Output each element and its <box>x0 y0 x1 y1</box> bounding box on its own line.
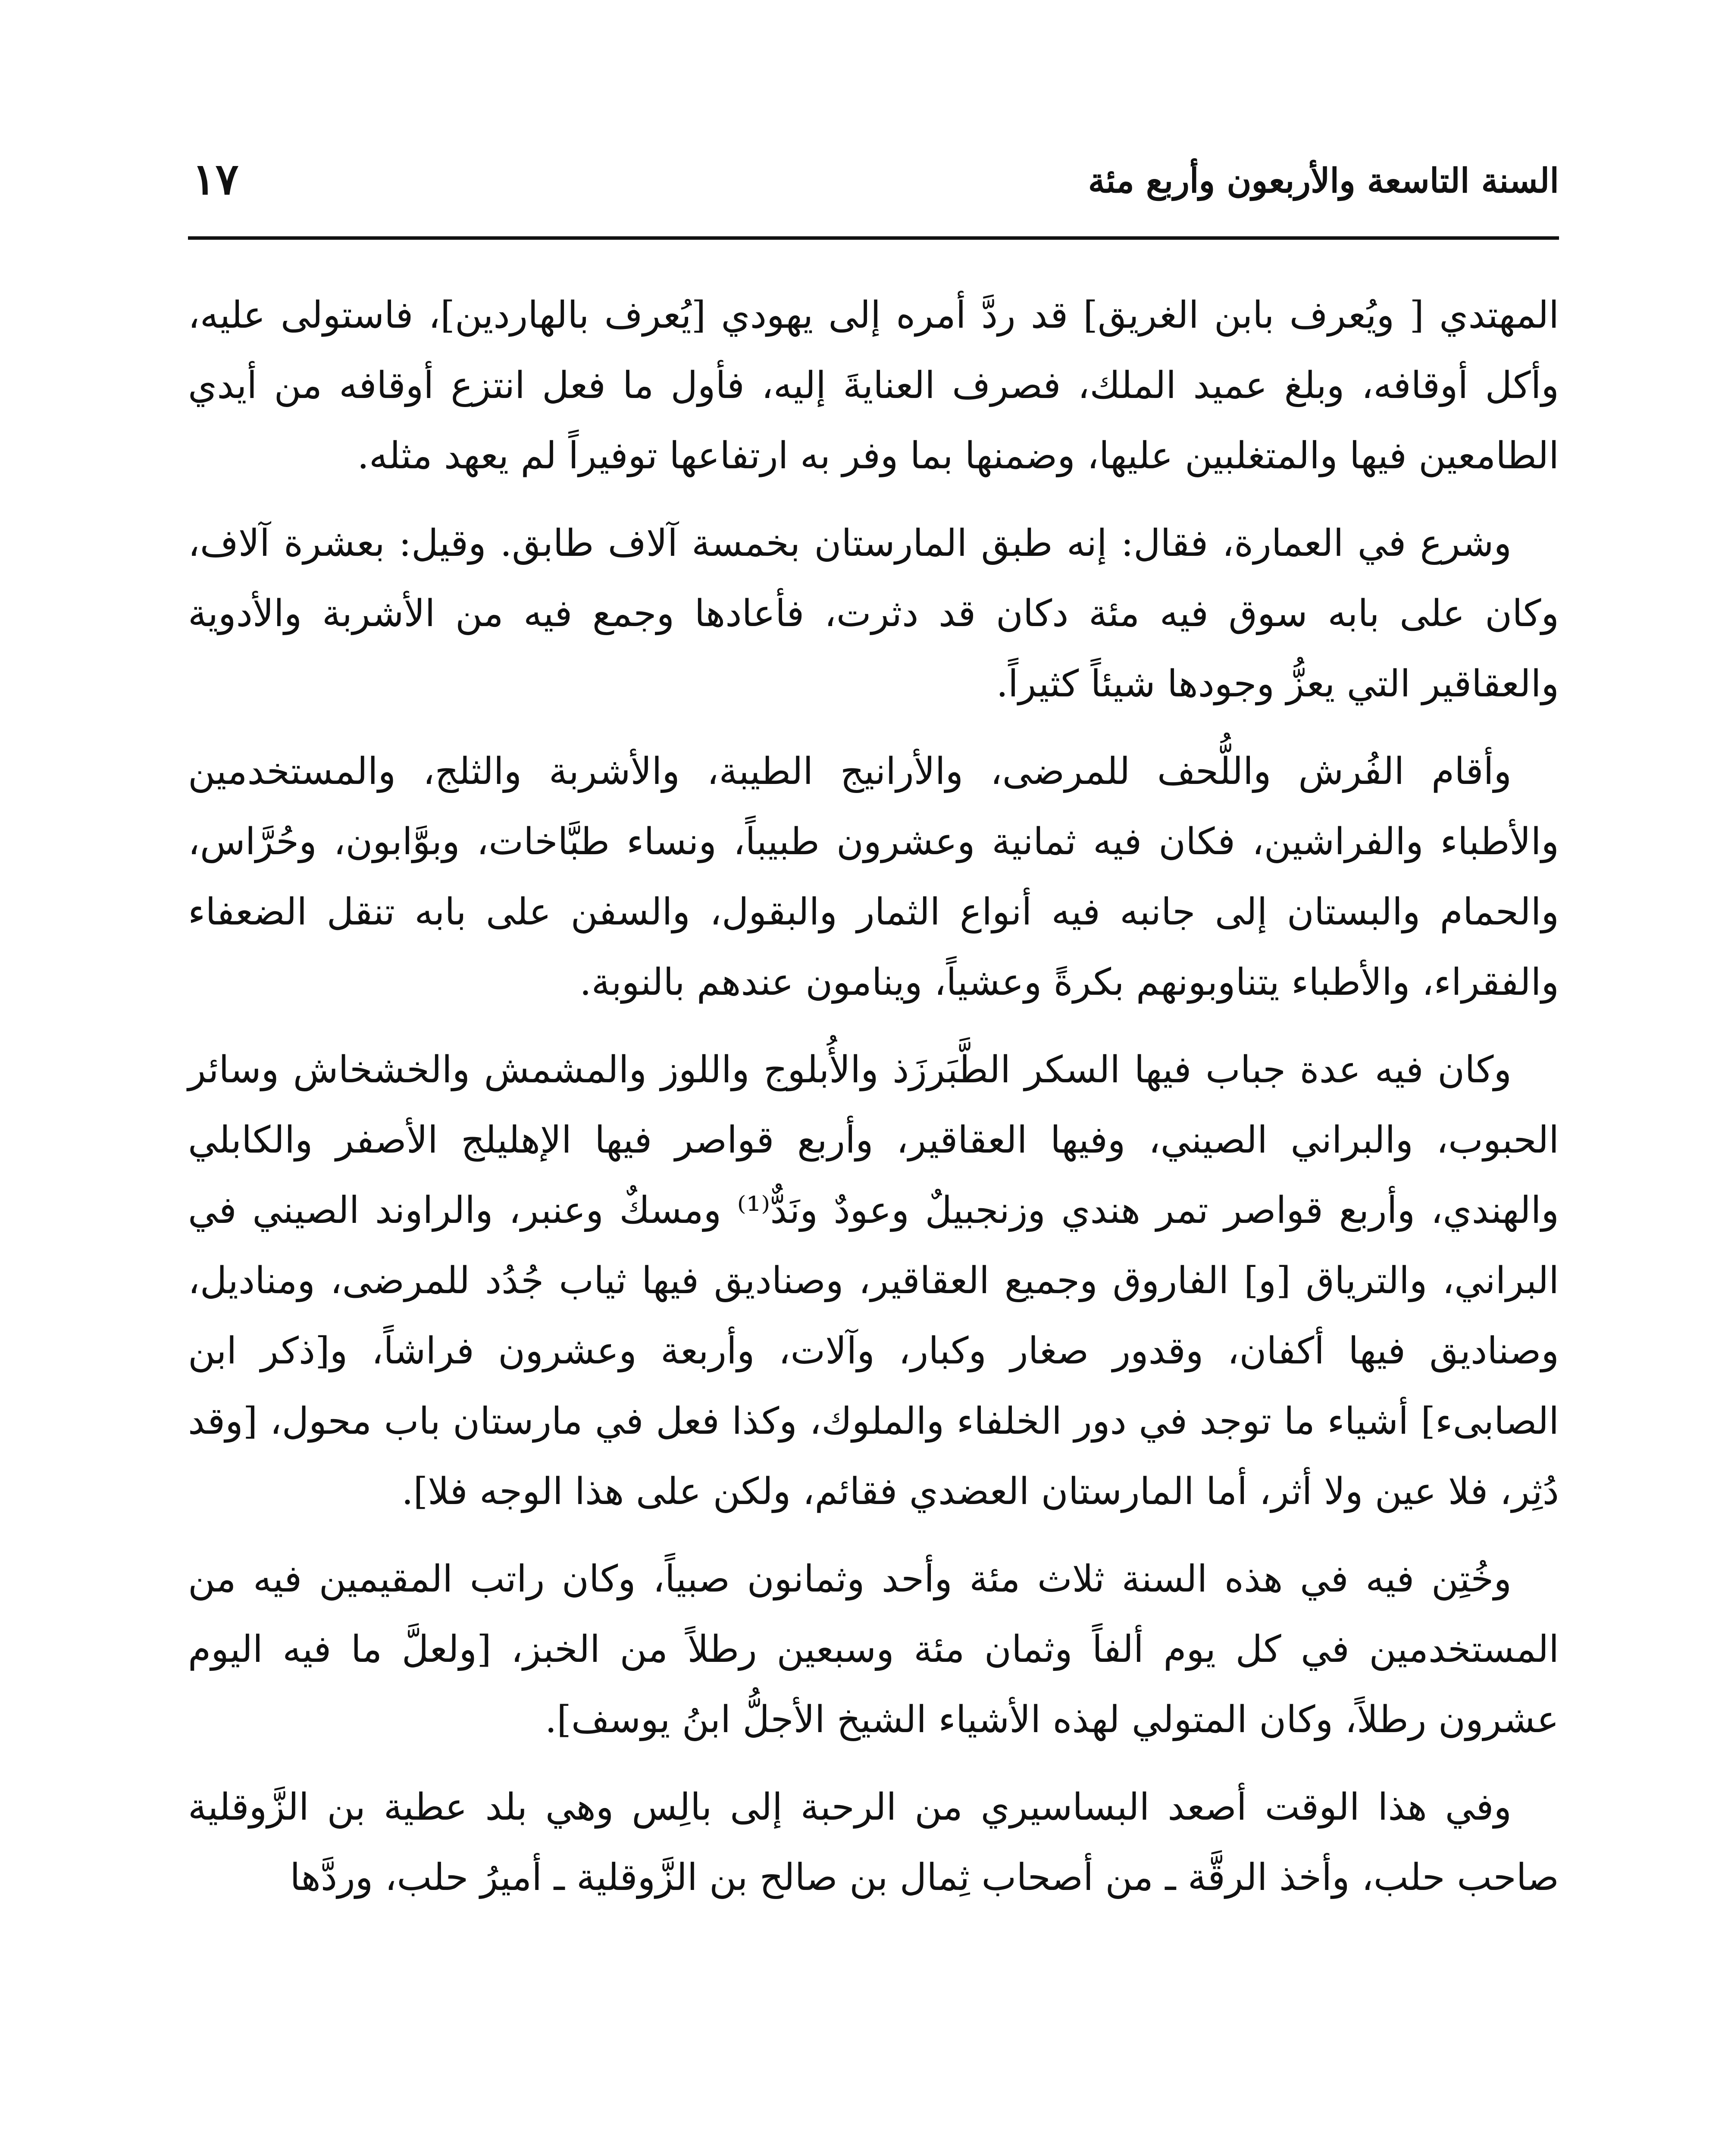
page-number: ١٧ <box>192 154 239 204</box>
header-rule <box>188 236 1559 240</box>
body-text <box>188 280 1559 1930</box>
paragraph-6: وفي هذا الوقت أصعد البساسيري من الرحبة إلى بالِس وهي بلد عطية بن الزَّوقلية صاحب حلب، وأخذ الرقَّة ـ من أصحاب ثِمال بن صالح بن الزَّوقلية ـ أميرُ حلب، وردَّها <box>188 1786 1559 1899</box>
paragraph-2: وشرع في العمارة، فقال: إنه طبق المارستان بخمسة آلاف طابق. وقيل: بعشرة آلاف، وكان على بابه سوق فيه مئة دكان قد دثرت، فأعادها وجمع فيه من الأشربة والأدوية والعقاقير التي يعزُّ وجودها شيئاً كثيراً. <box>188 522 1559 705</box>
paragraph-3: وأقام الفُرش واللُّحف للمرضى، والأرانيج الطيبة، والأشربة والثلج، والمستخدمين والأطباء والفراشين، فكان فيه ثمانية وعشرون طبيباً، ونساء طبَّاخات، وبوَّابون، وحُرَّاس، والحمام والبستان إلى جانبه فيه أنواع الثمار والبقول، والسفن على بابه تنقل الضعفاء والفقراء، والأطباء يتناوبونهم بكرةً وعشياً، وينامون عندهم بالنوبة. <box>188 750 1559 1004</box>
paragraph-5: وخُتِن فيه في هذه السنة ثلاث مئة وأحد وثمانون صبياً، وكان راتب المقيمين فيه من المستخدمين في كل يوم ألفاً وثمان مئة وسبعين رطلاً من الخبز، [ولعلَّ ما فيه اليوم عشرون رطلاً، وكان المتولي لهذه الأشياء الشيخ الأجلُّ ابنُ يوسف]. <box>188 1557 1559 1741</box>
paragraph-4: وكان فيه عدة جباب فيها السكر الطَّبَرزَذ والأُبلوج واللوز والمشمش والخشخاش وسائر الحبوب، والبراني الصيني، وفيها العقاقير، وأربع قواصر فيها الإهليلج الأصفر والكابلي والهندي، وأربع قواصر تمر هندي وزنجبيلٌ وعودٌ ونَدٌّ⁽¹⁾ ومسكٌ وعنبر، والراوند الصيني في البراني، والترياق [و] الفاروق وجميع العقاقير، وصناديق فيها ثياب جُدُد للمرضى، ومناديل، وصناديق فيها أكفان، وقدور صغار وكبار، وآلات، وأربعة وعشرون فراشاً، و[ذكر ابن الصابىء] أشياء ما توجد في دور الخلفاء والملوك، وكذا فعل في مارستان باب محول، [وقد دُثِر، فلا عين ولا أثر، أما المارستان العضدي فقائم، ولكن على هذا الوجه فلا]. <box>188 1048 1559 1513</box>
running-title: السنة التاسعة والأربعون وأربع مئة <box>1088 161 1559 201</box>
paragraph-1: المهتدي [ ويُعرف بابن الغريق] قد ردَّ أمره إلى يهودي [يُعرف بالهاردين]، فاستولى عليه، وأكل أوقافه، وبلغ عميد الملك، فصرف العنايةَ إليه، فأول ما فعل انتزع أوقافه من أيدي الطامعين فيها والمتغلبين عليها، وضمنها بما وفر به ارتفاعها توفيراً لم يعهد مثله. <box>188 294 1559 477</box>
running-head <box>188 153 1559 222</box>
